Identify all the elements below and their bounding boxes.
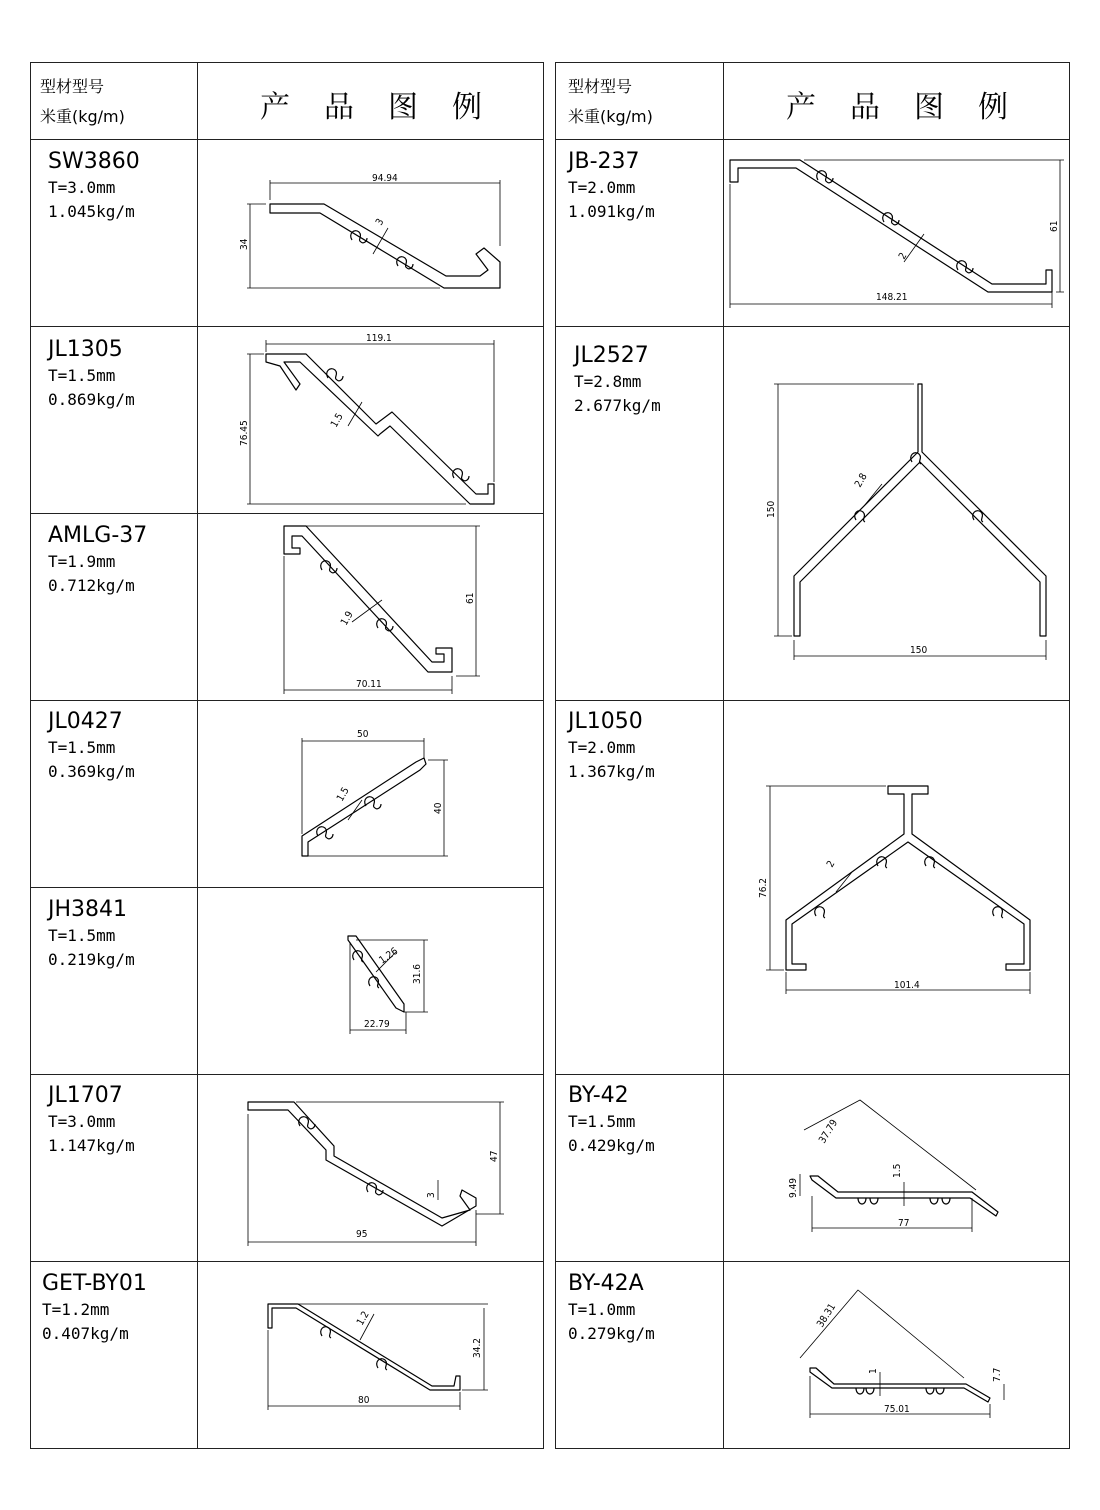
thickness-marker	[352, 600, 382, 622]
profile-outline	[794, 384, 1046, 636]
dimension-label: 1.5	[892, 1163, 903, 1178]
screw-port-icon	[930, 1198, 950, 1204]
dimension-label: 101.4	[894, 980, 920, 991]
dimension-label: 34	[239, 238, 250, 250]
right-header-title: 产品图例	[786, 90, 1042, 125]
thickness: T=1.0mm	[568, 1300, 636, 1319]
model-number: JL1305	[48, 337, 123, 362]
dimension-line	[774, 384, 914, 636]
weight-per-meter: 1.091kg/m	[568, 202, 655, 221]
dimension-label: 37.79	[817, 1117, 841, 1146]
dimension-label: 150	[910, 645, 928, 656]
model-number: BY-42	[568, 1083, 629, 1108]
profile-drawing-sw3860	[247, 180, 500, 288]
model-number: JH3841	[48, 897, 128, 922]
thickness: T=2.0mm	[568, 738, 636, 757]
profile-outline	[270, 204, 500, 288]
dimension-label: 1.26	[377, 945, 401, 967]
dimension-label: 38.31	[815, 1301, 839, 1330]
dimension-line	[812, 1196, 972, 1232]
screw-port-icon	[815, 907, 825, 918]
screw-port-icon	[317, 827, 333, 839]
model-number: GET-BY01	[42, 1271, 147, 1296]
dimension-label: 3	[426, 1192, 437, 1198]
dimension-line	[800, 1290, 964, 1378]
screw-port-icon	[926, 1388, 944, 1394]
thickness: T=3.0mm	[48, 1112, 116, 1131]
dimension-label: 94.94	[372, 173, 398, 184]
dimension-label: 119.1	[366, 333, 392, 344]
dimension-label: 2	[825, 859, 838, 870]
profile-drawing-jl1050	[766, 786, 1030, 994]
dimension-label: 2.8	[853, 471, 870, 490]
profile-outline	[730, 160, 1052, 292]
model-number: JL2527	[574, 343, 649, 368]
dimension-line	[247, 354, 466, 504]
thickness-marker	[348, 800, 362, 820]
thickness: T=1.2mm	[42, 1300, 110, 1319]
profile-drawing-jl1707	[248, 1102, 504, 1246]
profile-drawing-amlg37	[284, 526, 480, 694]
dimension-label: 150	[766, 500, 777, 518]
screw-port-icon	[855, 511, 865, 522]
dimension-line	[804, 1100, 976, 1190]
profile-outline	[302, 758, 426, 856]
weight-per-meter: 0.279kg/m	[568, 1324, 655, 1343]
dimension-label: 2	[897, 251, 910, 262]
dimension-label: 77	[898, 1218, 910, 1229]
model-number: JL1707	[48, 1083, 123, 1108]
dimension-label: 50	[357, 729, 369, 740]
dimension-label: 80	[358, 1395, 370, 1406]
profile-outline	[348, 936, 404, 1012]
model-number: BY-42A	[568, 1271, 644, 1296]
screw-port-icon	[858, 1198, 878, 1204]
weight-per-meter: 0.407kg/m	[42, 1324, 129, 1343]
screw-port-icon	[327, 369, 343, 381]
weight-per-meter: 1.367kg/m	[568, 762, 655, 781]
dimension-label: 31.6	[412, 963, 423, 984]
dimension-label: 7.7	[992, 1367, 1003, 1382]
dimension-label: 9.49	[788, 1177, 799, 1198]
dimension-line	[302, 738, 424, 834]
thickness: T=1.9mm	[48, 552, 116, 571]
weight-per-meter: 0.219kg/m	[48, 950, 135, 969]
screw-port-icon	[993, 907, 1003, 918]
thickness: T=1.5mm	[48, 926, 116, 945]
thickness: T=1.5mm	[568, 1112, 636, 1131]
dimension-label: 34.2	[472, 1337, 483, 1358]
dimension-label: 76.45	[239, 420, 250, 446]
thickness: T=3.0mm	[48, 178, 116, 197]
profile-drawing-getby01	[268, 1304, 488, 1410]
screw-port-icon	[365, 797, 381, 809]
dimension-label: 40	[433, 802, 444, 814]
dimension-line	[247, 204, 440, 288]
profile-drawing-jb237	[730, 160, 1064, 308]
weight-per-meter: 1.147kg/m	[48, 1136, 135, 1155]
weight-per-meter: 1.045kg/m	[48, 202, 135, 221]
dimension-line	[296, 1102, 504, 1214]
dimension-label: 1.5	[329, 411, 346, 430]
model-number: JB-237	[568, 149, 640, 174]
thickness: T=2.0mm	[568, 178, 636, 197]
model-number: JL1050	[568, 709, 643, 734]
model-number: JL0427	[48, 709, 123, 734]
dimension-line	[730, 184, 1052, 308]
profile-outline	[266, 354, 494, 504]
weight-per-meter: 2.677kg/m	[574, 396, 661, 415]
screw-port-icon	[925, 857, 935, 868]
screw-port-icon	[397, 257, 413, 269]
screw-port-icon	[353, 951, 363, 962]
dimension-label: 76.2	[758, 877, 769, 898]
screw-port-icon	[321, 1327, 331, 1338]
header-model-label: 型材型号	[568, 77, 633, 96]
dimension-label: 75.01	[884, 1404, 910, 1415]
profile-outline	[284, 526, 452, 672]
dimension-line	[266, 340, 494, 482]
weight-per-meter: 0.712kg/m	[48, 576, 135, 595]
dimension-label: 3	[374, 217, 387, 228]
thickness: T=1.5mm	[48, 366, 116, 385]
thickness: T=1.5mm	[48, 738, 116, 757]
dimension-label: 70.11	[356, 679, 382, 690]
profile-drawing-jl0427	[302, 738, 448, 856]
header-model-label: 型材型号	[40, 77, 105, 96]
left-header-title: 产品图例	[260, 90, 516, 125]
profile-drawing-jl2527	[774, 384, 1046, 660]
model-number: AMLG-37	[48, 523, 148, 548]
dimension-label: 61	[1049, 220, 1060, 232]
model-number: SW3860	[48, 149, 140, 174]
dimension-label: 1.2	[355, 1309, 372, 1328]
dimension-label: 22.79	[364, 1019, 390, 1030]
dimension-label: 61	[465, 592, 476, 604]
dimension-line	[804, 160, 1064, 292]
dimension-line	[766, 786, 886, 970]
dimension-label: 47	[489, 1150, 500, 1162]
screw-port-icon	[856, 1388, 874, 1394]
dimension-label: 1.9	[339, 609, 356, 628]
weight-per-meter: 0.869kg/m	[48, 390, 135, 409]
dimension-label: 1.5	[335, 785, 352, 804]
dimension-label: 95	[356, 1229, 368, 1240]
profile-outline	[248, 1102, 476, 1226]
thickness-marker	[348, 402, 362, 426]
dimension-label: 1	[868, 1368, 879, 1374]
profile-outline	[810, 1368, 990, 1402]
weight-per-meter: 0.429kg/m	[568, 1136, 655, 1155]
dimension-label: 148.21	[876, 292, 908, 303]
profile-drawing-jl1305	[247, 340, 494, 504]
header-weight-label: 米重(kg/m)	[568, 107, 653, 126]
dimension-line	[284, 556, 452, 694]
weight-per-meter: 0.369kg/m	[48, 762, 135, 781]
thickness: T=2.8mm	[574, 372, 642, 391]
profile-outline	[786, 786, 1030, 970]
dimension-line	[306, 526, 480, 676]
header-weight-label: 米重(kg/m)	[40, 107, 125, 126]
